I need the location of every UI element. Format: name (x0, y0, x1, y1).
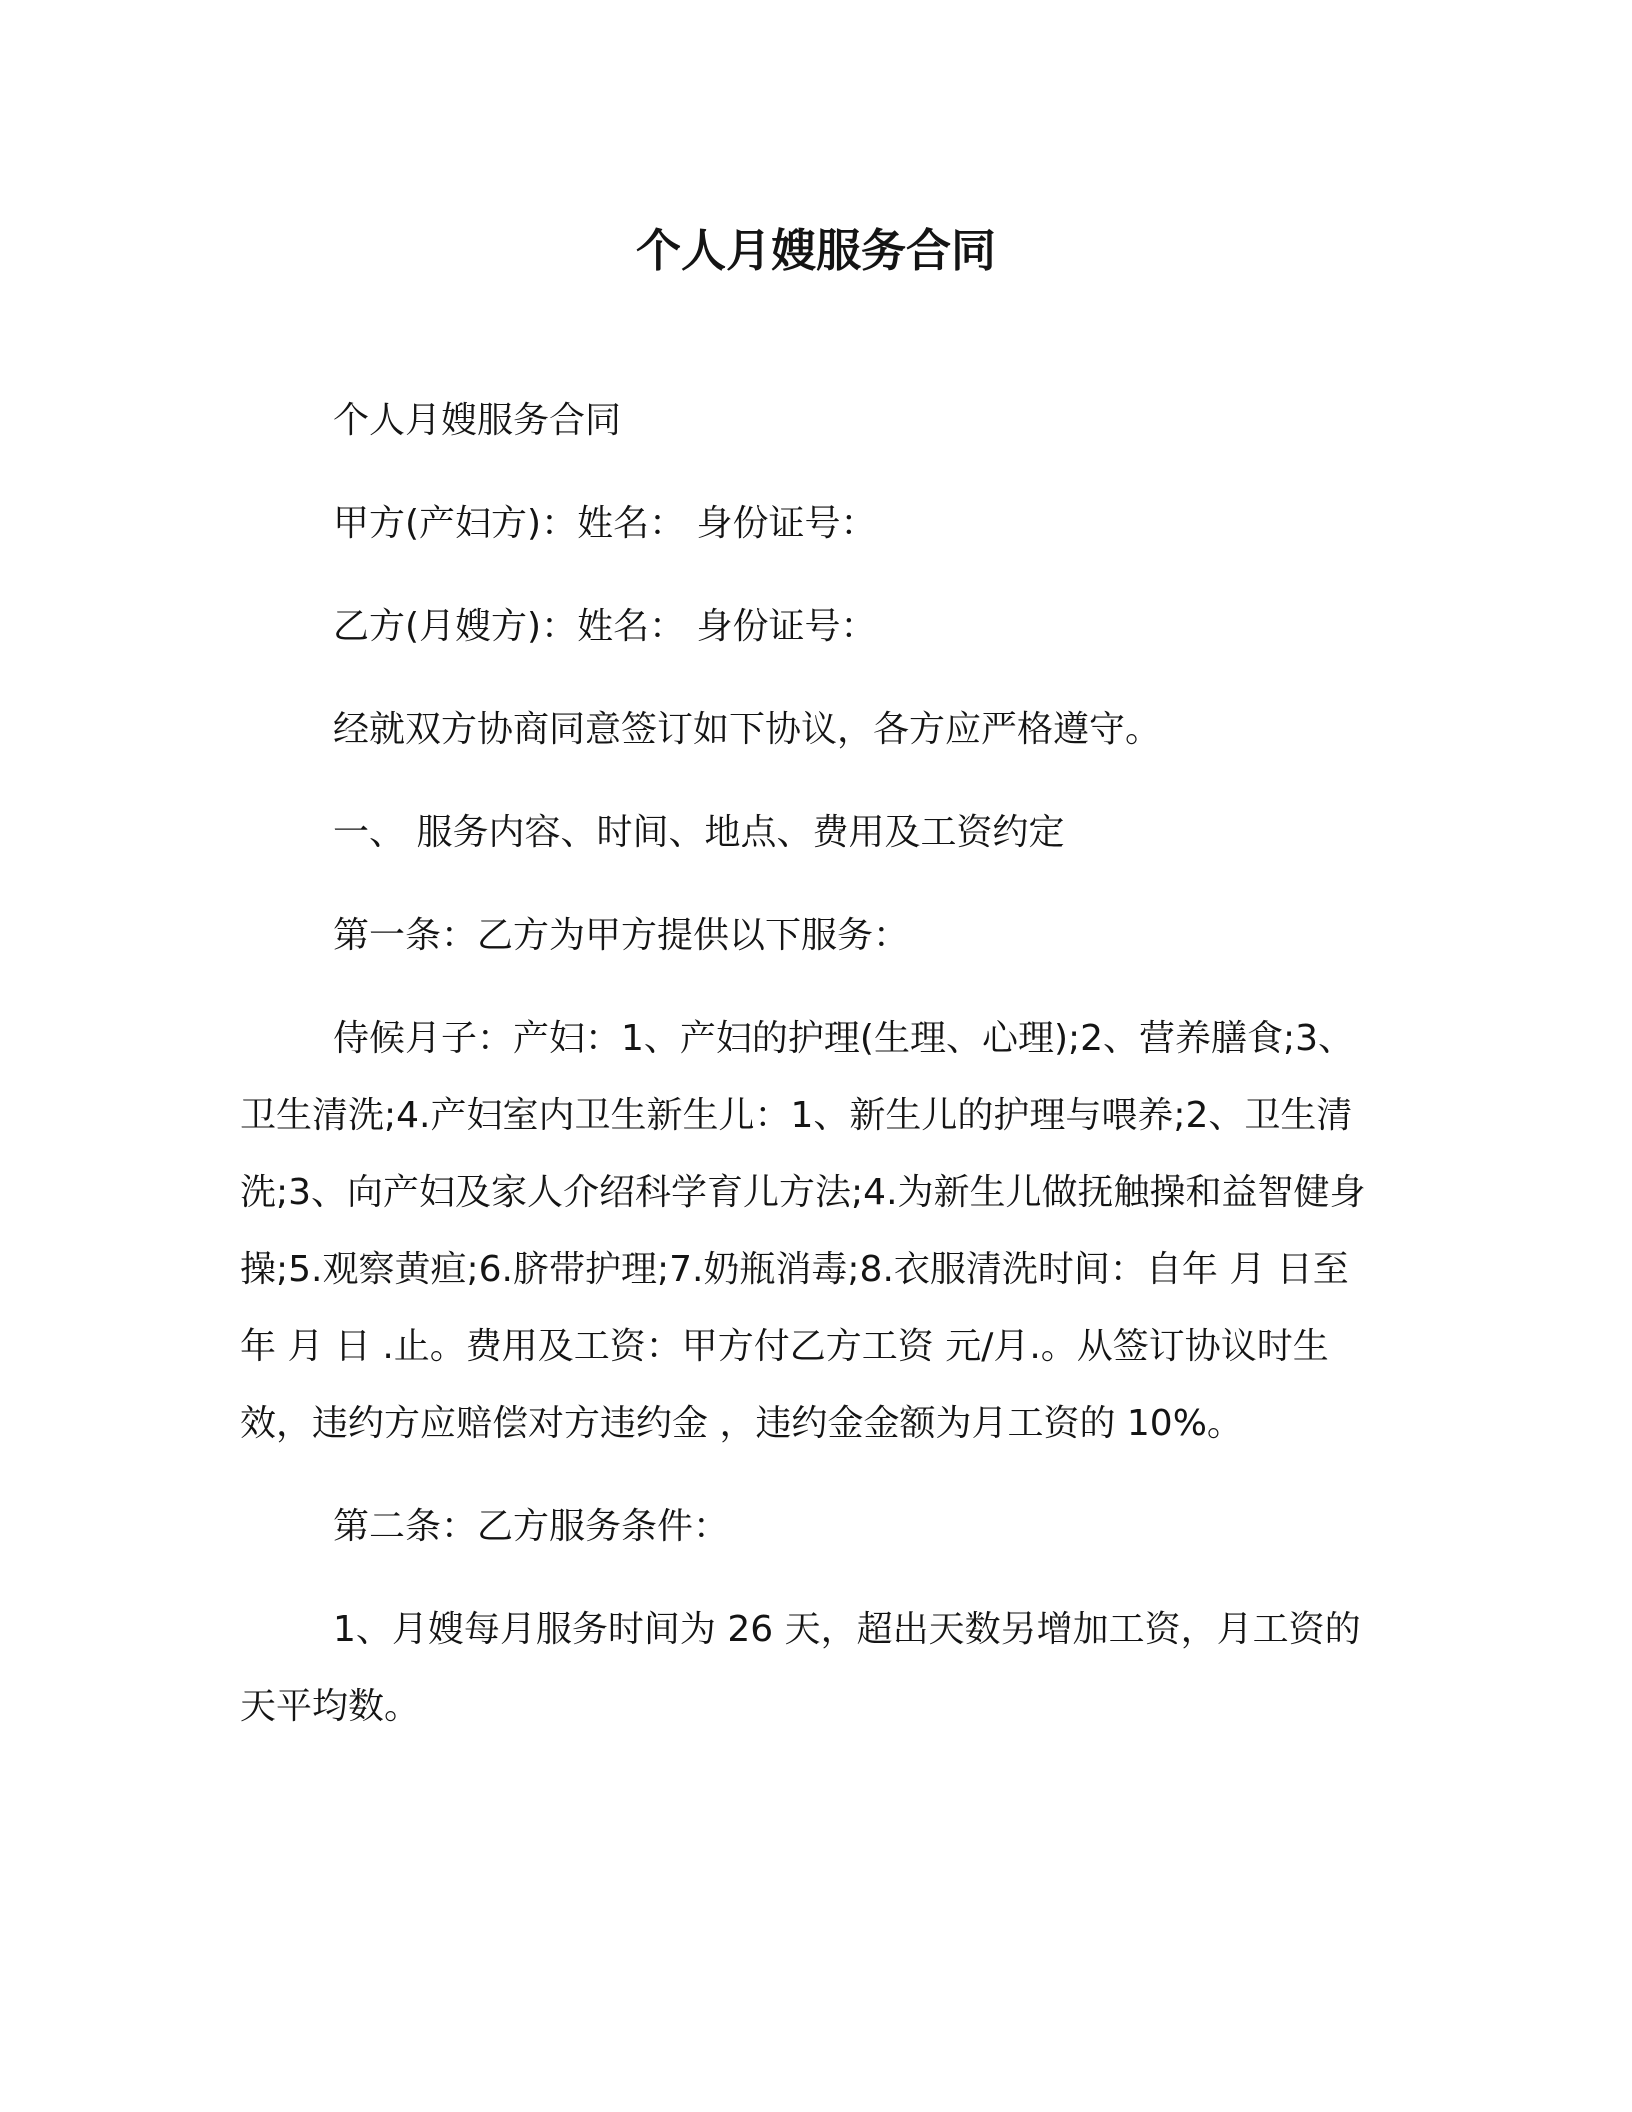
section-1-heading: 一、 服务内容、时间、地点、费用及工资约定 (333, 812, 1065, 853)
contract-name-line: 个人月嫂服务合同 (333, 400, 622, 441)
article-2-heading: 第二条：乙方服务条件： (333, 1506, 730, 1547)
article-1-heading: 第一条：乙方为甲方提供以下服务： (333, 915, 910, 956)
document-title: 个人月嫂服务合同 (635, 224, 996, 277)
document-body (240, 382, 1382, 1771)
party-a-line: 甲方(产妇方)：姓名： 身份证号： (333, 503, 877, 544)
party-b-line: 乙方(月嫂方)：姓名： 身份证号： (333, 606, 877, 647)
agreement-intro: 经就双方协商同意签订如下协议，各方应严格遵守。 (333, 709, 1162, 750)
article-1-services: 侍候月子：产妇：1、产妇的护理(生理、心理);2、营养膳食;3、卫生清洗;4.产妇室内卫生新生儿：1、新生儿的护理与喂养;2、卫生清洗;3、向产妇及家人介绍科学育儿方法;4.为新生儿做抚触操和益智健身操;5.观察黄疸;6.脐带护理;7.奶瓶消毒;8.衣服清洗时间：自年 月 日至 年 月 日 .止。费用及工资：甲方付乙方工资 元/月.。从签订协议时生效，违约方应赔偿对方违约金 ，违约金金额为月工资的 10%。 (240, 1018, 1366, 1444)
article-2-item-1: 1、月嫂每月服务时间为 26 天，超出天数另增加工资，月工资的天平均数。 (240, 1609, 1361, 1727)
